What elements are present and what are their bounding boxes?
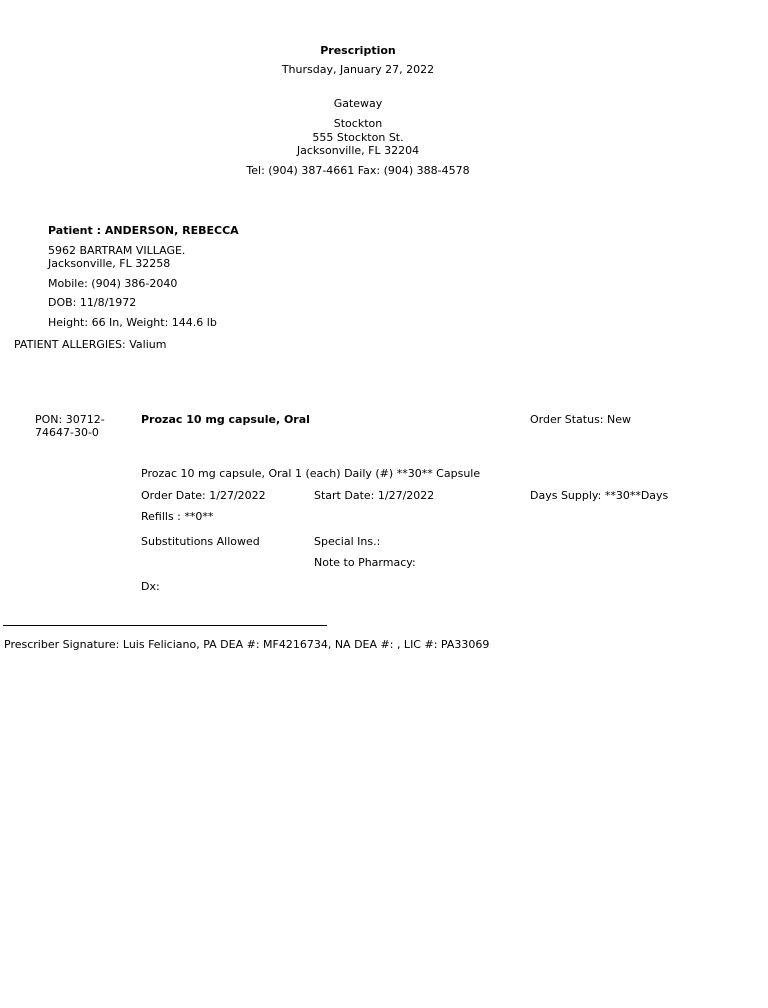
order-days-supply: Days Supply: **30**Days (530, 489, 669, 502)
pharmacy-street: 555 Stockton St. (312, 131, 404, 144)
document-title: Prescription (320, 44, 396, 57)
order-start-date: Start Date: 1/27/2022 (314, 489, 435, 502)
pharmacy-name: Gateway (333, 97, 383, 110)
order-refills: Refills : **0** (141, 510, 214, 523)
order-dx: Dx: (141, 580, 160, 593)
pharmacy-location: Stockton (333, 117, 383, 130)
patient-name: Patient : ANDERSON, REBECCA (48, 224, 239, 237)
pharmacy-city-state-zip: Jacksonville, FL 32204 (296, 144, 420, 157)
signature-line (3, 625, 327, 626)
patient-mobile: Mobile: (904) 386-2040 (48, 277, 178, 290)
prescriber-signature: Prescriber Signature: Luis Feliciano, PA DEA #: MF4216734, NA DEA #: , LIC #: PA33069 (4, 638, 490, 651)
patient-address-line1: 5962 BARTRAM VILLAGE. (48, 244, 186, 257)
order-date: Order Date: 1/27/2022 (141, 489, 266, 502)
pharmacy-phone-fax: Tel: (904) 387-4661 Fax: (904) 388-4578 (246, 164, 470, 177)
order-sig: Prozac 10 mg capsule, Oral 1 (each) Daily (#) **30** Capsule (141, 467, 481, 480)
prescription-date: Thursday, January 27, 2022 (281, 63, 435, 76)
order-pon: PON: 30712-74647-30-0 (35, 413, 105, 439)
order-note-to-pharmacy: Note to Pharmacy: (314, 556, 416, 569)
patient-allergies: PATIENT ALLERGIES: Valium (14, 338, 167, 351)
patient-height-weight: Height: 66 In, Weight: 144.6 lb (48, 316, 217, 329)
order-status: Order Status: New (530, 413, 632, 426)
order-special-instructions: Special Ins.: (314, 535, 381, 548)
order-drug-name: Prozac 10 mg capsule, Oral (141, 413, 310, 426)
patient-address-line2: Jacksonville, FL 32258 (48, 257, 171, 270)
patient-dob: DOB: 11/8/1972 (48, 296, 137, 309)
order-substitutions: Substitutions Allowed (141, 535, 260, 548)
